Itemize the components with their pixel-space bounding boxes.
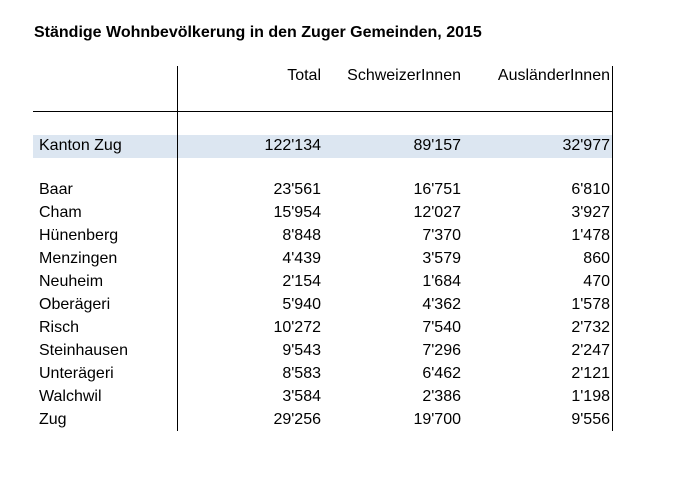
municipality-swiss: 12'027 [413, 204, 461, 221]
municipality-total: 8'848 [282, 227, 321, 244]
municipality-swiss: 1'684 [422, 273, 461, 290]
municipality-foreign: 1'578 [571, 296, 610, 313]
municipality-swiss: 7'296 [422, 342, 461, 359]
header-total: Total [287, 67, 321, 84]
table-row [33, 248, 613, 270]
table-row [33, 317, 613, 339]
municipality-foreign: 6'810 [571, 181, 610, 198]
municipality-foreign: 2'247 [571, 342, 610, 359]
municipality-name: Oberägeri [39, 296, 111, 313]
municipality-foreign: 3'927 [571, 204, 610, 221]
header-underline [33, 111, 613, 112]
municipality-swiss: 4'362 [422, 296, 461, 313]
table-row [33, 340, 613, 362]
municipality-total: 4'439 [282, 250, 321, 267]
municipality-total: 2'154 [282, 273, 321, 290]
municipality-swiss: 2'386 [422, 388, 461, 405]
municipality-swiss: 7'370 [422, 227, 461, 244]
canton-foreign: 32'977 [562, 137, 610, 154]
canton-total: 122'134 [264, 137, 321, 154]
municipality-name: Menzingen [39, 250, 118, 267]
municipality-total: 5'940 [282, 296, 321, 313]
municipality-name: Unterägeri [39, 365, 114, 382]
municipality-total: 15'954 [273, 204, 321, 221]
table-row [33, 225, 613, 247]
table-row [33, 271, 613, 293]
municipality-swiss: 7'540 [422, 319, 461, 336]
municipality-foreign: 470 [583, 273, 610, 290]
municipality-total: 29'256 [273, 411, 321, 428]
municipality-name: Walchwil [39, 388, 102, 405]
municipality-total: 23'561 [273, 181, 321, 198]
table-row [33, 179, 613, 201]
municipality-foreign: 2'732 [571, 319, 610, 336]
canton-row [33, 135, 613, 157]
municipality-name: Steinhausen [39, 342, 128, 359]
municipality-total: 9'543 [282, 342, 321, 359]
municipality-name: Hünenberg [39, 227, 119, 244]
municipality-swiss: 19'700 [413, 411, 461, 428]
municipality-name: Risch [39, 319, 80, 336]
canton-swiss: 89'157 [413, 137, 461, 154]
municipality-swiss: 16'751 [413, 181, 461, 198]
municipality-swiss: 6'462 [422, 365, 461, 382]
table-row [33, 409, 613, 431]
header-foreign: AusländerInnen [497, 67, 610, 84]
municipality-total: 10'272 [273, 319, 321, 336]
table-title: Ständige Wohnbevölkerung in den Zuger Gemeinden, 2015 [34, 24, 482, 41]
table-header [33, 65, 613, 87]
municipality-swiss: 3'579 [422, 250, 461, 267]
table-row [33, 363, 613, 385]
table-row [33, 386, 613, 408]
municipality-total: 3'584 [282, 388, 321, 405]
municipality-name: Cham [39, 204, 82, 221]
municipality-foreign: 1'198 [571, 388, 610, 405]
municipality-foreign: 9'556 [571, 411, 610, 428]
table-row [33, 294, 613, 316]
table-row [33, 202, 613, 224]
municipality-name: Baar [39, 181, 73, 198]
header-swiss: SchweizerInnen [347, 67, 461, 84]
municipality-foreign: 2'121 [571, 365, 610, 382]
municipality-name: Zug [39, 411, 67, 428]
municipality-total: 8'583 [282, 365, 321, 382]
canton-name: Kanton Zug [39, 137, 122, 154]
municipality-foreign: 1'478 [571, 227, 610, 244]
municipality-foreign: 860 [583, 250, 610, 267]
municipality-name: Neuheim [39, 273, 104, 290]
